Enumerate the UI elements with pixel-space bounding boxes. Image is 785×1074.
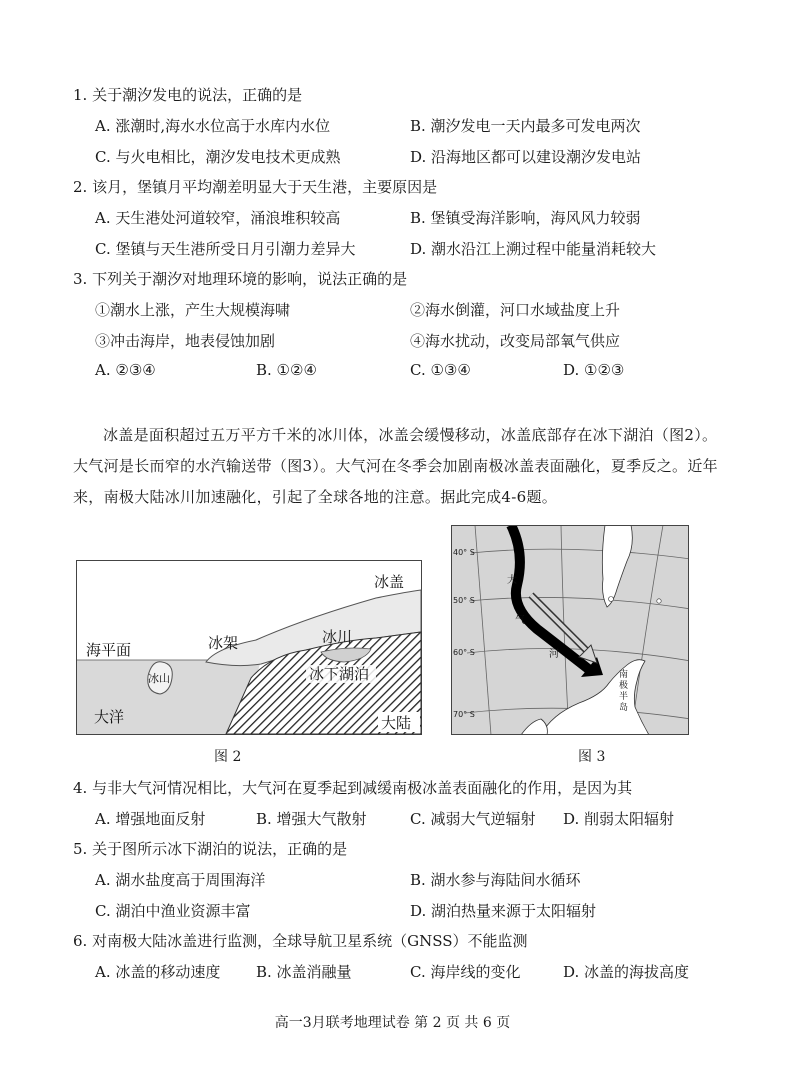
q5-option-b: B. 湖水参与海陆间水循环 — [410, 871, 581, 889]
q5-stem: 5. 关于图所示冰下湖泊的说法，正确的是 — [73, 840, 348, 858]
label-peninsula-char-2: 极 — [619, 681, 629, 691]
q6-stem: 6. 对南极大陆冰盖进行监测，全球导航卫星系统（GNSS）不能监测 — [73, 932, 528, 950]
page-footer: 高一3月联考地理试卷 第 2 页 共 6 页 — [274, 1015, 511, 1031]
q1-option-d: D. 沿海地区都可以建设潮汐发电站 — [410, 148, 642, 166]
label-peninsula-char-4: 岛 — [619, 703, 629, 713]
q3-item-2: ②海水倒灌，河口水域盐度上升 — [410, 301, 621, 319]
q5-option-a: A. 湖水盐度高于周围海洋 — [95, 871, 266, 889]
figure-2-caption: 图 2 — [214, 749, 242, 765]
lat-label-70: 70° S — [453, 710, 475, 719]
q1-option-b: B. 潮汐发电一天内最多可发电两次 — [410, 117, 641, 135]
island-2 — [657, 599, 661, 603]
lat-label-40: 40° S — [453, 548, 475, 557]
q3-item-4: ④海水扰动，改变局部氧气供应 — [410, 332, 621, 350]
label-river-char-1: 大 — [507, 575, 517, 586]
label-river-char-2: 气 — [515, 615, 525, 626]
q2-option-c: C. 堡镇与天生港所受日月引潮力差异大 — [95, 240, 356, 258]
q4-option-c: C. 减弱大气逆辐射 — [410, 810, 536, 828]
lat-label-50: 50° S — [453, 596, 475, 605]
label-sea-level: 海平面 — [86, 641, 132, 659]
figure-3-caption: 图 3 — [578, 749, 606, 765]
q6-option-a: A. 冰盖的移动速度 — [95, 963, 221, 981]
label-subglacial-lake: 冰下湖泊 — [309, 665, 370, 683]
figure-3-map — [451, 525, 689, 735]
label-glacier: 冰川 — [322, 628, 353, 646]
q1-option-a: A. 涨潮时,海水水位高于水库内水位 — [95, 117, 331, 135]
q3-option-d: D. ①②③ — [563, 361, 625, 379]
q6-option-d: D. 冰盖的海拔高度 — [563, 963, 690, 981]
figure-3 — [451, 525, 689, 735]
q2-option-d: D. 潮水沿江上溯过程中能量消耗较大 — [410, 240, 657, 258]
figure-2-diagram — [76, 560, 422, 735]
label-ice-shelf: 冰架 — [208, 634, 239, 652]
q3-option-a: A. ②③④ — [95, 361, 156, 379]
q3-item-1: ①潮水上涨，产生大规模海啸 — [95, 301, 291, 319]
q6-option-c: C. 海岸线的变化 — [410, 963, 521, 981]
label-peninsula-char-1: 南 — [619, 670, 629, 680]
label-ice-sheet: 冰盖 — [374, 573, 405, 591]
q2-option-a: A. 天生港处河道较窄，涌浪堆积较高 — [95, 209, 341, 227]
q2-stem: 2. 该月，堡镇月平均潮差明显大于天生港，主要原因是 — [73, 178, 438, 196]
q4-option-a: A. 增强地面反射 — [95, 810, 206, 828]
q5-option-d: D. 湖泊热量来源于太阳辐射 — [410, 902, 597, 920]
label-iceberg: 冰山 — [148, 672, 170, 685]
label-peninsula-char-3: 半 — [619, 692, 629, 702]
q3-stem: 3. 下列关于潮汐对地理环境的影响，说法正确的是 — [73, 270, 408, 288]
lat-label-60: 60° S — [453, 648, 475, 657]
q3-option-c: C. ①③④ — [410, 361, 471, 379]
reading-passage — [73, 420, 723, 513]
label-continent: 大陆 — [381, 714, 412, 732]
island-1 — [609, 597, 614, 602]
q5-option-c: C. 湖泊中渔业资源丰富 — [95, 902, 251, 920]
q2-option-b: B. 堡镇受海洋影响，海风风力较弱 — [410, 209, 641, 227]
label-river-char-3: 河 — [549, 649, 559, 660]
q4-option-b: B. 增强大气散射 — [256, 810, 367, 828]
q4-option-d: D. 削弱太阳辐射 — [563, 810, 675, 828]
q4-stem: 4. 与非大气河情况相比，大气河在夏季起到减缓南极冰盖表面融化的作用，是因为其 — [73, 779, 633, 797]
label-ocean: 大洋 — [94, 708, 125, 726]
q3-option-b: B. ①②④ — [256, 361, 317, 379]
q6-option-b: B. 冰盖消融量 — [256, 963, 352, 981]
q1-stem: 1. 关于潮汐发电的说法，正确的是 — [73, 86, 303, 104]
passage-text: 冰盖是面积超过五万平方千米的冰川体，冰盖会缓慢移动，冰盖底部存在冰下湖泊（图2）。大气河是长而窄的水汽输送带（图3）。大气河在冬季会加剧南极冰盖表面融化，夏季反之。近年来，南极大陆冰川加速融化，引起了全球各地的注意。据此完成4-6题。 — [73, 426, 718, 506]
q3-item-3: ③冲击海岸，地表侵蚀加剧 — [95, 332, 276, 350]
figure-2 — [76, 560, 422, 735]
q1-option-c: C. 与火电相比，潮汐发电技术更成熟 — [95, 148, 341, 166]
